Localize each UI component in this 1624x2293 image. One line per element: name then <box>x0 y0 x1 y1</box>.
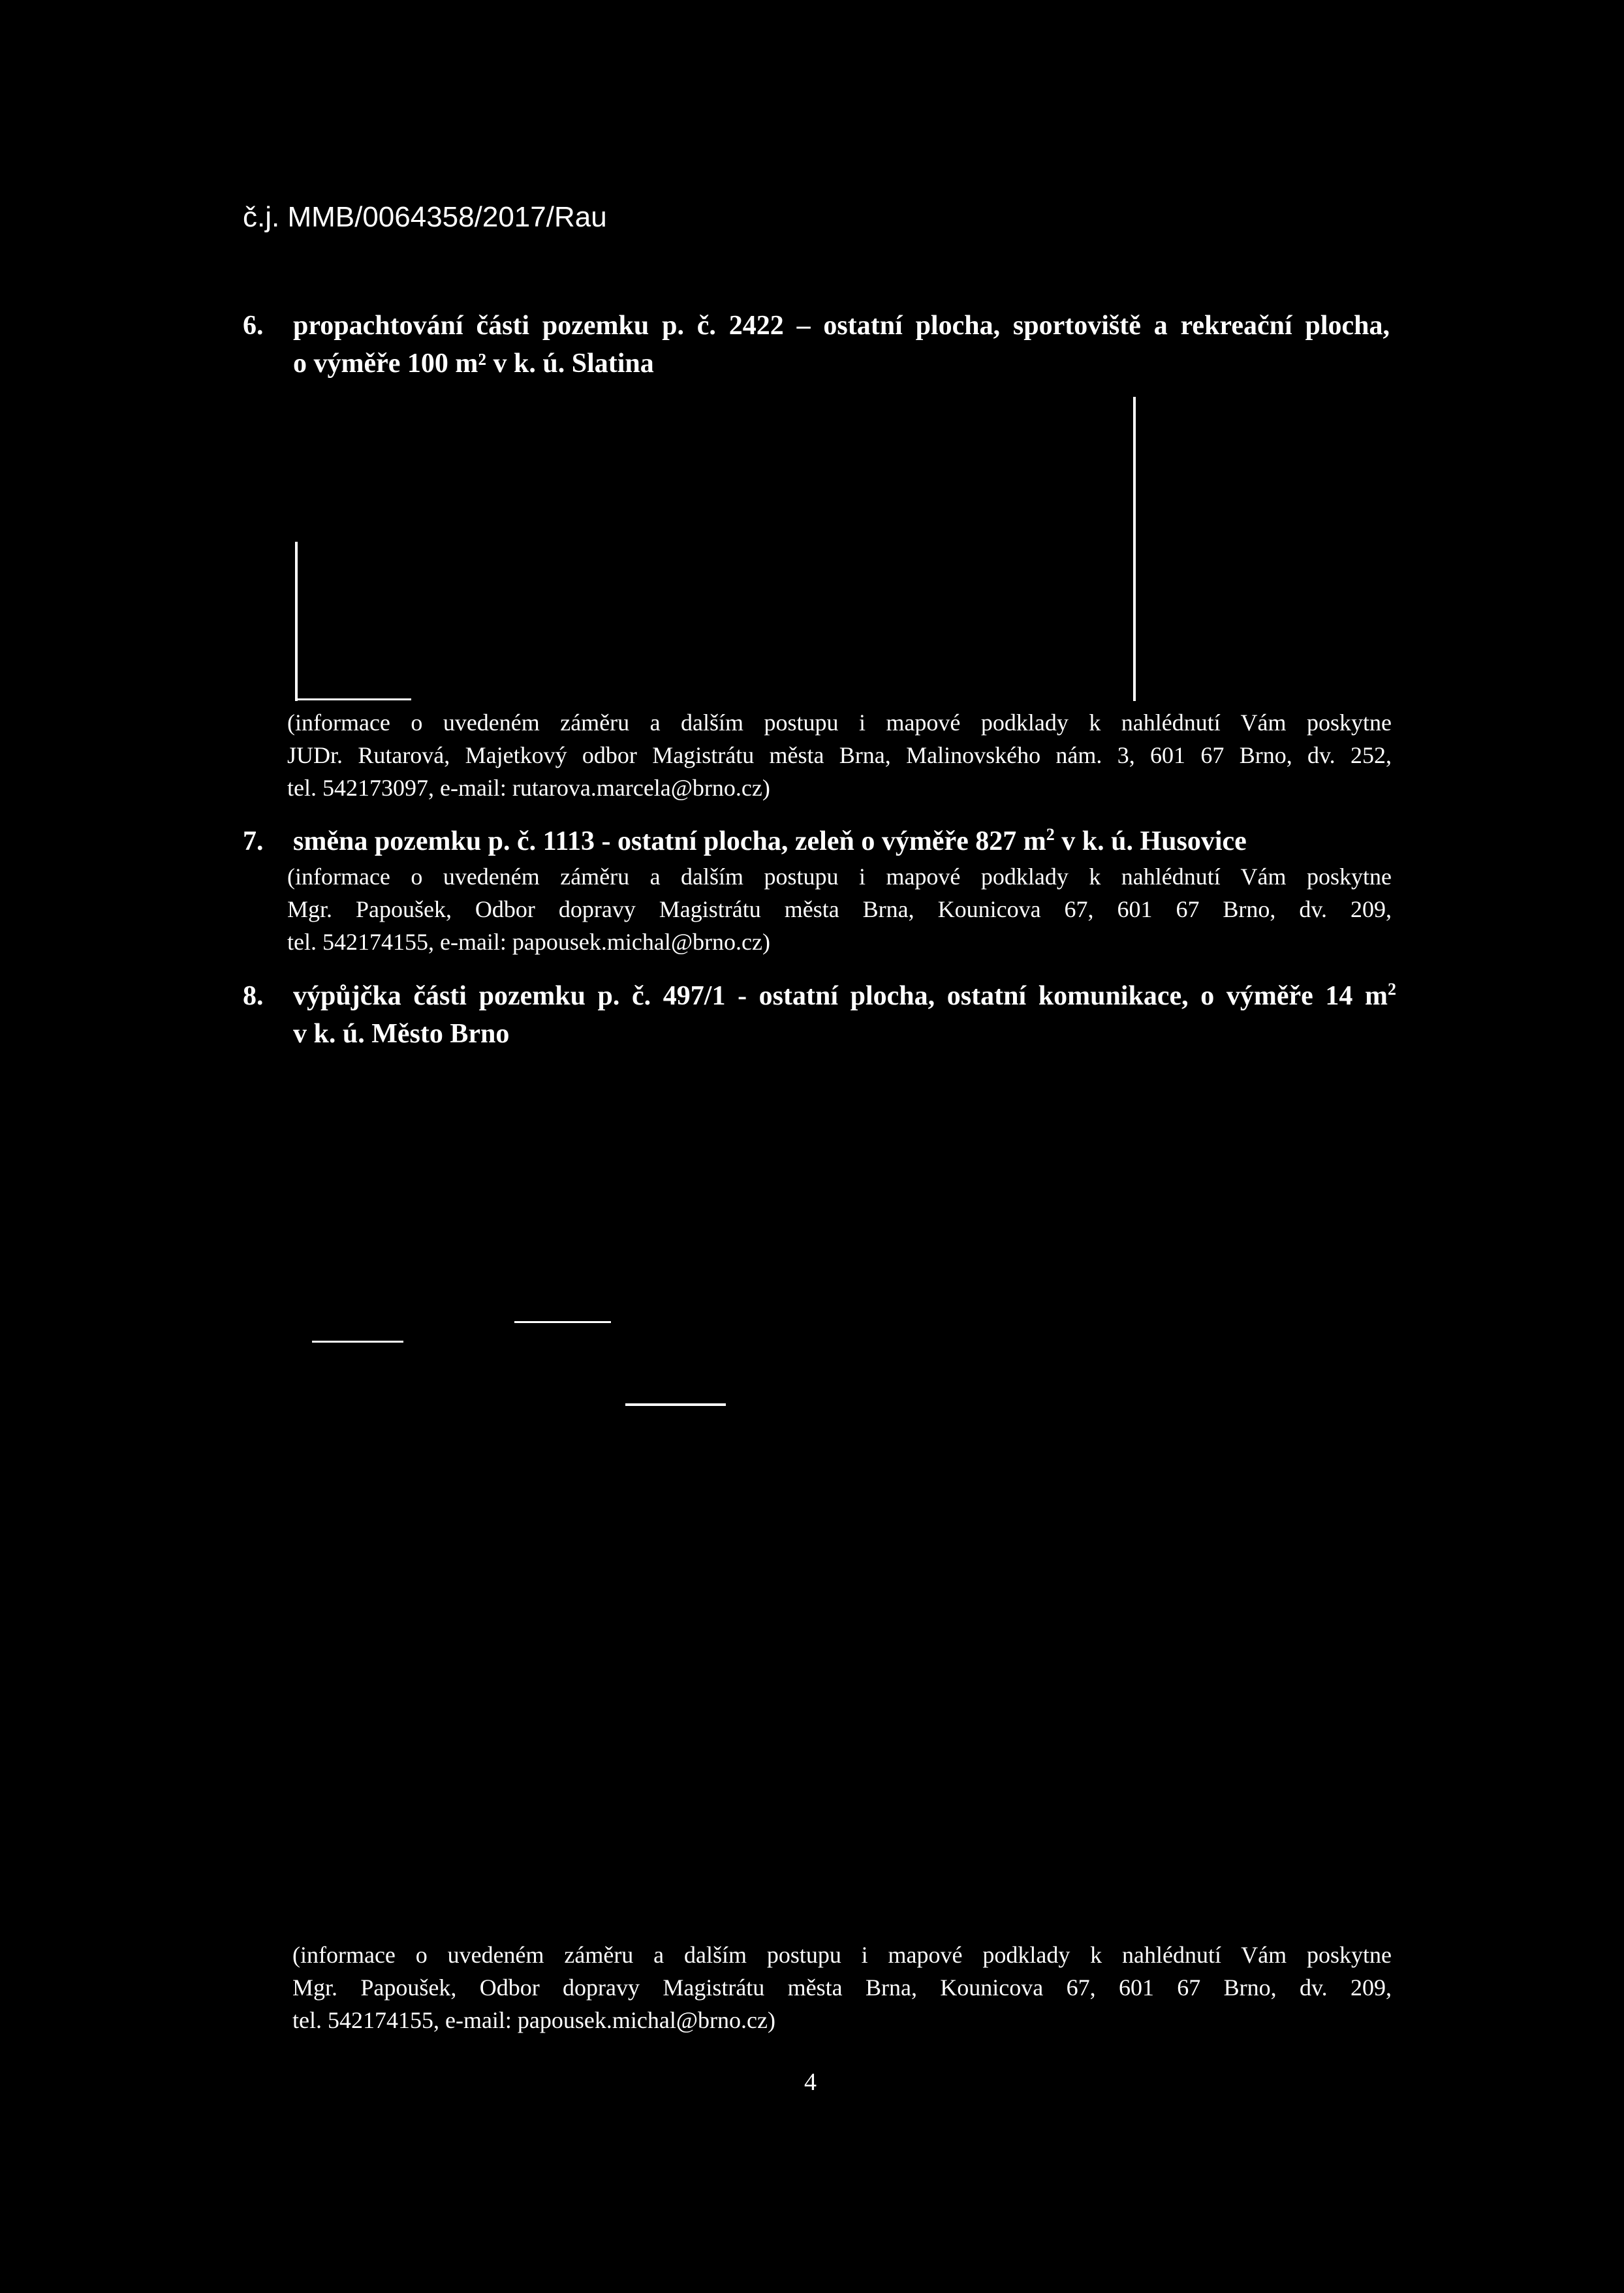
item-8-info-line1: (informace o uvedeném záměru a dalším postupu i mapové podklady k nahlédnutí Vám poskytne <box>292 1942 1392 1968</box>
item-6-heading-line2: o výměře 100 m² v k. ú. Slatina <box>293 349 654 379</box>
item-7-info-line2: Mgr. Papoušek, Odbor dopravy Magistrátu města Brna, Kounicova 67, 601 67 Brno, dv. 209, <box>287 896 1392 922</box>
item-7-info-line3: tel. 542174155, e-mail: papousek.michal@brno.cz) <box>287 929 770 955</box>
item-8-heading-line1: výpůjčka části pozemku p. č. 497/1 - ostatní plocha, ostatní komunikace, o výměře 14 m <box>293 981 1388 1011</box>
item-8-heading <box>293 977 1396 1053</box>
item-7-heading <box>293 822 1396 860</box>
item-6-info-line2: JUDr. Rutarová, Majetkový odbor Magistrátu města Brna, Malinovského nám. 3, 601 67 Brno, dv. 252, <box>287 742 1392 768</box>
document-reference: č.j. MMB/0064358/2017/Rau <box>243 201 607 233</box>
map-border-right <box>1133 397 1136 701</box>
map-border-bottom <box>295 698 411 700</box>
map-fragment-line <box>312 1341 403 1343</box>
item-8-info-line2: Mgr. Papoušek, Odbor dopravy Magistrátu města Brna, Kounicova 67, 601 67 Brno, dv. 209, <box>292 1974 1392 2001</box>
item-6-info-line1: (informace o uvedeném záměru a dalším postupu i mapové podklady k nahlédnutí Vám poskytne <box>287 710 1392 736</box>
item-8-heading-line2: v k. ú. Město Brno <box>293 1019 510 1049</box>
item-8-heading-sup: 2 <box>1388 980 1396 999</box>
item-7-info <box>287 860 1392 958</box>
item-8-number: 8. <box>243 981 264 1011</box>
item-8-info-line3: tel. 542174155, e-mail: papousek.michal@brno.cz) <box>292 2007 775 2033</box>
item-6-heading <box>293 307 1390 382</box>
item-8-heading-line1-wrap <box>293 977 1396 1015</box>
item-7-heading-text: směna pozemku p. č. 1113 - ostatní plocha, zeleň o výměře 827 m <box>293 826 1046 856</box>
page-number: 4 <box>804 2068 817 2096</box>
item-7-heading-tail: v k. ú. Husovice <box>1054 826 1247 856</box>
item-6-heading-line1: propachtování části pozemku p. č. 2422 – ostatní plocha, sportoviště a rekreační plocha, <box>293 311 1390 341</box>
item-8-info <box>292 1939 1392 2036</box>
item-7-heading-sup: 2 <box>1046 825 1055 844</box>
item-6-info-line3: tel. 542173097, e-mail: rutarova.marcela@brno.cz) <box>287 775 770 801</box>
item-7-info-line1: (informace o uvedeném záměru a dalším postupu i mapové podklady k nahlédnutí Vám poskytne <box>287 864 1392 890</box>
item-7-number: 7. <box>243 826 264 856</box>
map-fragment-line <box>514 1321 611 1323</box>
item-6-number: 6. <box>243 311 264 341</box>
map-border-left <box>295 542 298 701</box>
item-6-info <box>287 706 1392 804</box>
map-fragment-line <box>625 1403 726 1406</box>
